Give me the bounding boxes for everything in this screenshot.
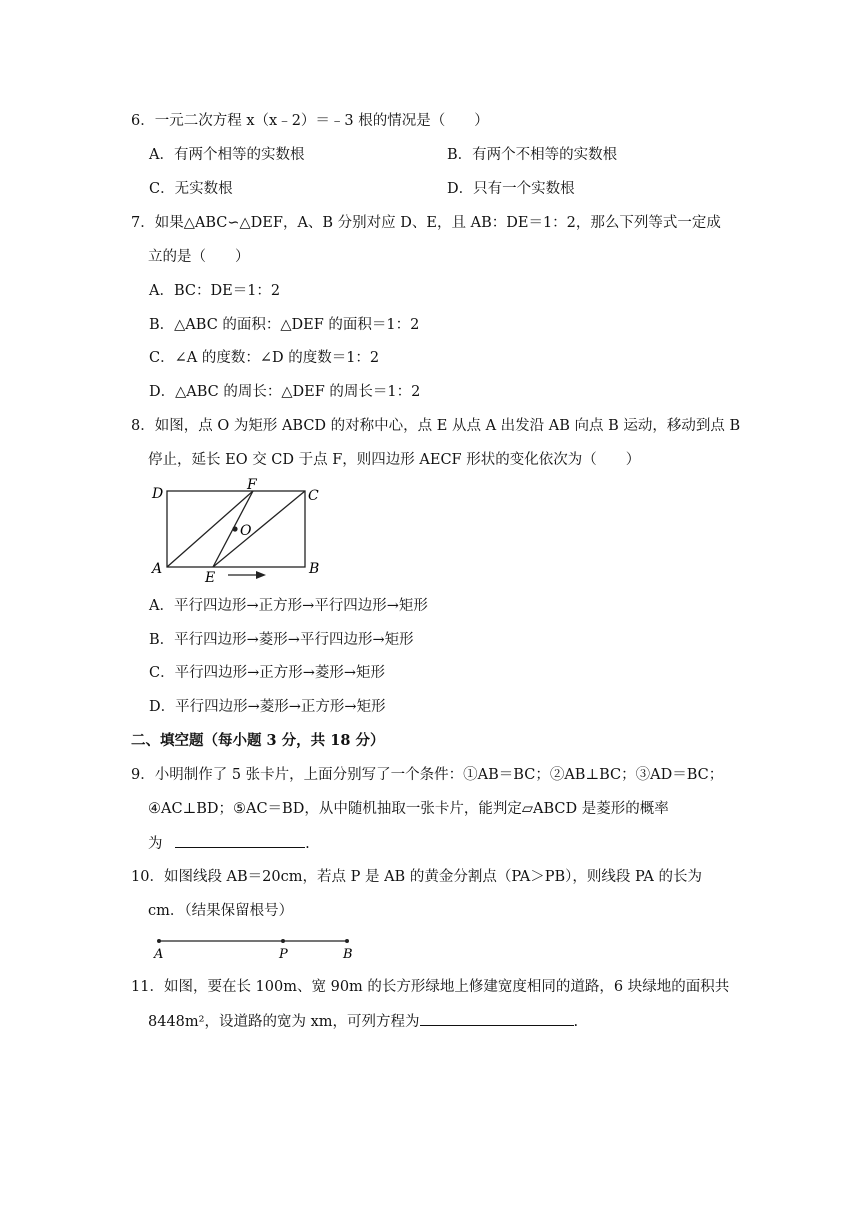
q9-answer-blank[interactable]	[175, 833, 305, 848]
label-p: P	[279, 947, 288, 962]
q8-option-c: C．平行四边形→正方形→菱形→矩形	[149, 665, 386, 681]
q7-stem-line2: 立的是（ ）	[148, 249, 250, 265]
q7-option-d: D．△ABC 的周长：△DEF 的周长＝1：2	[149, 384, 421, 400]
q7-option-a: A．BC：DE＝1：2	[149, 283, 281, 299]
label-d: D	[152, 486, 164, 502]
label-a-seg: A	[154, 947, 164, 962]
label-c: C	[308, 488, 319, 504]
q11-suffix: .	[573, 1014, 579, 1030]
q9-stem-line2: ④AC⊥BD；⑤AC＝BD，从中随机抽取一张卡片，能判定▱ABCD 是菱形的概率	[148, 801, 669, 817]
label-a: A	[152, 561, 163, 577]
q8-option-a: A．平行四边形→正方形→平行四边形→矩形	[149, 598, 428, 614]
q8-option-b: B．平行四边形→菱形→平行四边形→矩形	[149, 632, 414, 648]
label-o: O	[240, 523, 252, 539]
q7-option-b: B．△ABC 的面积：△DEF 的面积＝1：2	[149, 317, 420, 333]
label-b: B	[309, 561, 320, 577]
q11-stem-line1: 11．如图，要在长 100m、宽 90m 的长方形绿地上修建宽度相同的道路，6 块绿地的面积共	[131, 979, 730, 995]
q11-answer-blank[interactable]	[420, 1011, 574, 1026]
q7-stem-line1: 7．如果△ABC∽△DEF，A、B 分别对应 D、E，且 AB：DE＝1：2，那么下列等式一定成	[131, 215, 721, 231]
q9-stem-line1: 9．小明制作了 5 张卡片，上面分别写了一个条件：①AB＝BC；②AB⊥BC；③AD＝BC；	[131, 767, 724, 783]
q8-stem-line2: 停止，延长 EO 交 CD 于点 F，则四边形 AECF 形状的变化依次为（ ）	[148, 452, 641, 468]
q6-option-a: A．有两个相等的实数根	[149, 147, 305, 163]
q8-stem-line1: 8．如图，点 O 为矩形 ABCD 的对称中心，点 E 从点 A 出发沿 AB 向点 B 运动，移动到点 B	[131, 418, 741, 434]
q9-prefix: 为	[148, 836, 163, 852]
point-a	[157, 939, 161, 943]
q6-stem: 6．一元二次方程 x（x﹣2）＝﹣3 根的情况是（ ）	[131, 113, 489, 129]
point-b	[345, 939, 349, 943]
q10-stem-line1: 10．如图线段 AB＝20cm，若点 P 是 AB 的黄金分割点（PA＞PB），则线段 PA 的长为	[131, 869, 702, 885]
label-f: F	[247, 477, 257, 493]
q9-stem-line3	[148, 833, 310, 854]
q7-option-c: C．∠A 的度数：∠D 的度数＝1：2	[149, 350, 380, 366]
point-p	[281, 939, 285, 943]
q8-option-d: D．平行四边形→菱形→正方形→矩形	[149, 699, 386, 715]
q6-option-d: D．只有一个实数根	[447, 181, 575, 197]
segment-figure	[150, 932, 365, 962]
q11-stem-line2	[148, 1011, 578, 1032]
label-e: E	[205, 570, 216, 586]
q11-prefix: 8448m²，设道路的宽为 xm，可列方程为	[148, 1014, 420, 1030]
q10-stem-line2: cm．（结果保留根号）	[148, 903, 294, 919]
segment-ec	[213, 491, 305, 567]
rectangle-figure	[140, 476, 340, 586]
label-b-seg: B	[343, 947, 353, 962]
motion-arrow-head	[256, 571, 266, 579]
section-heading: 二、填空题（每小题 3 分，共 18 分）	[131, 732, 385, 749]
q6-option-c: C．无实数根	[149, 181, 233, 197]
center-point-o	[232, 526, 237, 531]
q6-option-b: B．有两个不相等的实数根	[447, 147, 618, 163]
q9-suffix: .	[305, 836, 310, 852]
